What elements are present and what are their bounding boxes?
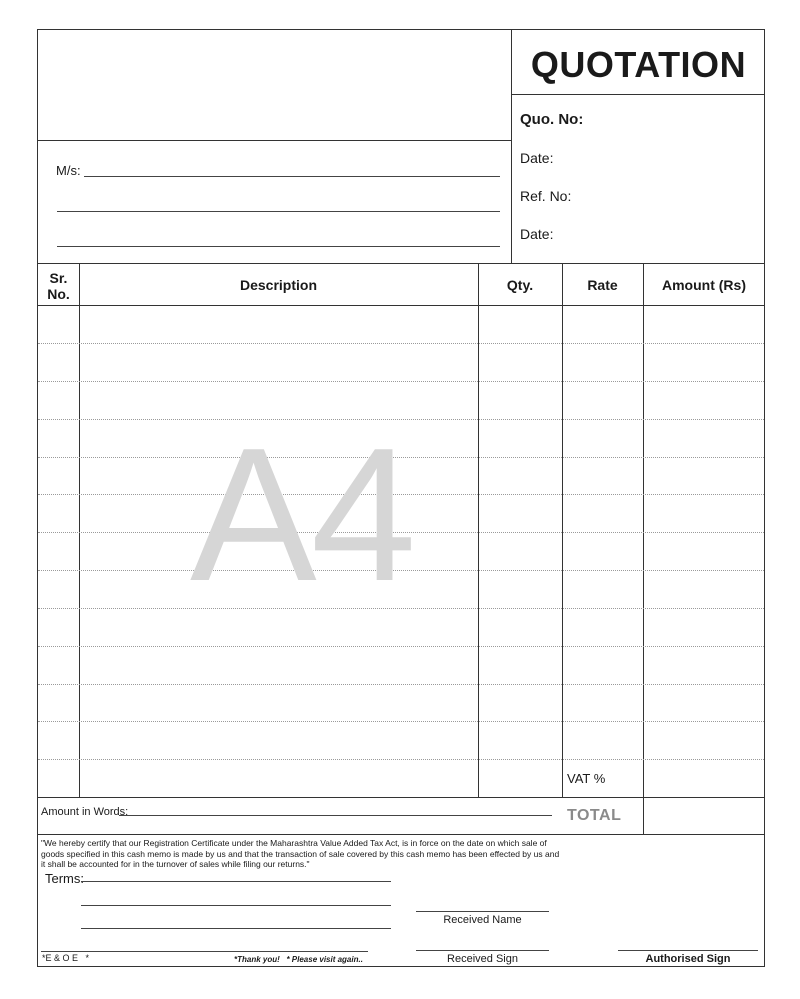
quo-no-label: Quo. No: xyxy=(520,111,584,128)
terms-line-2 xyxy=(81,905,391,906)
col-header-sr-line1: Sr. xyxy=(49,270,68,286)
bottom-strip-line xyxy=(41,951,368,952)
date-label-1: Date: xyxy=(520,150,554,166)
authorised-sign-label: Authorised Sign xyxy=(645,953,731,965)
col-header-rate: Rate xyxy=(587,277,618,293)
col-header-sr-line2: No. xyxy=(47,286,70,302)
col-header-sr xyxy=(38,270,79,302)
col-header-description: Description xyxy=(239,277,317,293)
table-header-bottom-line xyxy=(37,305,765,306)
received-name-line xyxy=(416,911,549,912)
vat-label: VAT % xyxy=(567,771,606,786)
eoe-note: *E & O E * xyxy=(42,953,90,963)
received-sign-label: Received Sign xyxy=(447,953,518,965)
ref-no-label: Ref. No: xyxy=(520,188,572,204)
ms-label: M/s: xyxy=(56,163,81,178)
table-row xyxy=(38,721,764,722)
thank-you-note: *Thank you! * Please visit again.. xyxy=(234,955,363,964)
ms-line-3 xyxy=(57,246,500,247)
amount-in-words-label: Amount in Words: xyxy=(41,806,129,818)
terms-line-1 xyxy=(81,881,391,882)
ms-line-1 xyxy=(84,176,500,177)
col-header-qty: Qty. xyxy=(506,277,534,293)
table-row xyxy=(38,343,764,344)
logo-area-bottom-line xyxy=(37,140,511,141)
ms-line-2 xyxy=(57,211,500,212)
col-header-amount: Amount (Rs) xyxy=(662,277,746,293)
terms-line-3 xyxy=(81,928,391,929)
received-sign-line xyxy=(416,950,549,951)
table-body-bottom-line xyxy=(37,797,765,798)
table-row xyxy=(38,684,764,685)
total-label: TOTAL xyxy=(567,807,622,824)
table-row xyxy=(38,759,764,760)
title-underline xyxy=(511,94,765,95)
amount-in-words-line xyxy=(119,815,552,816)
terms-label: Terms: xyxy=(45,871,84,886)
col-line-rate xyxy=(643,263,644,834)
document-title: QUOTATION xyxy=(530,44,747,85)
table-row xyxy=(38,381,764,382)
date-label-2: Date: xyxy=(520,226,554,242)
authorised-sign-line xyxy=(618,950,758,951)
certification-text: "We hereby certify that our Registration Certificate under the Maharashtra Value Added Tax Act, is in force on the date on which sale of goods specified in this cash memo is made by us and that the transaction of sale covered by this cash memo has been effected by us and it shall be accounted for in the turnover of sales while filing our returns." xyxy=(41,838,560,869)
header-bottom-line xyxy=(37,263,765,264)
total-row-bottom-line xyxy=(37,834,765,835)
received-name-label: Received Name xyxy=(443,914,522,926)
table-row xyxy=(38,646,764,647)
paper-size-watermark: A4 xyxy=(190,409,411,621)
